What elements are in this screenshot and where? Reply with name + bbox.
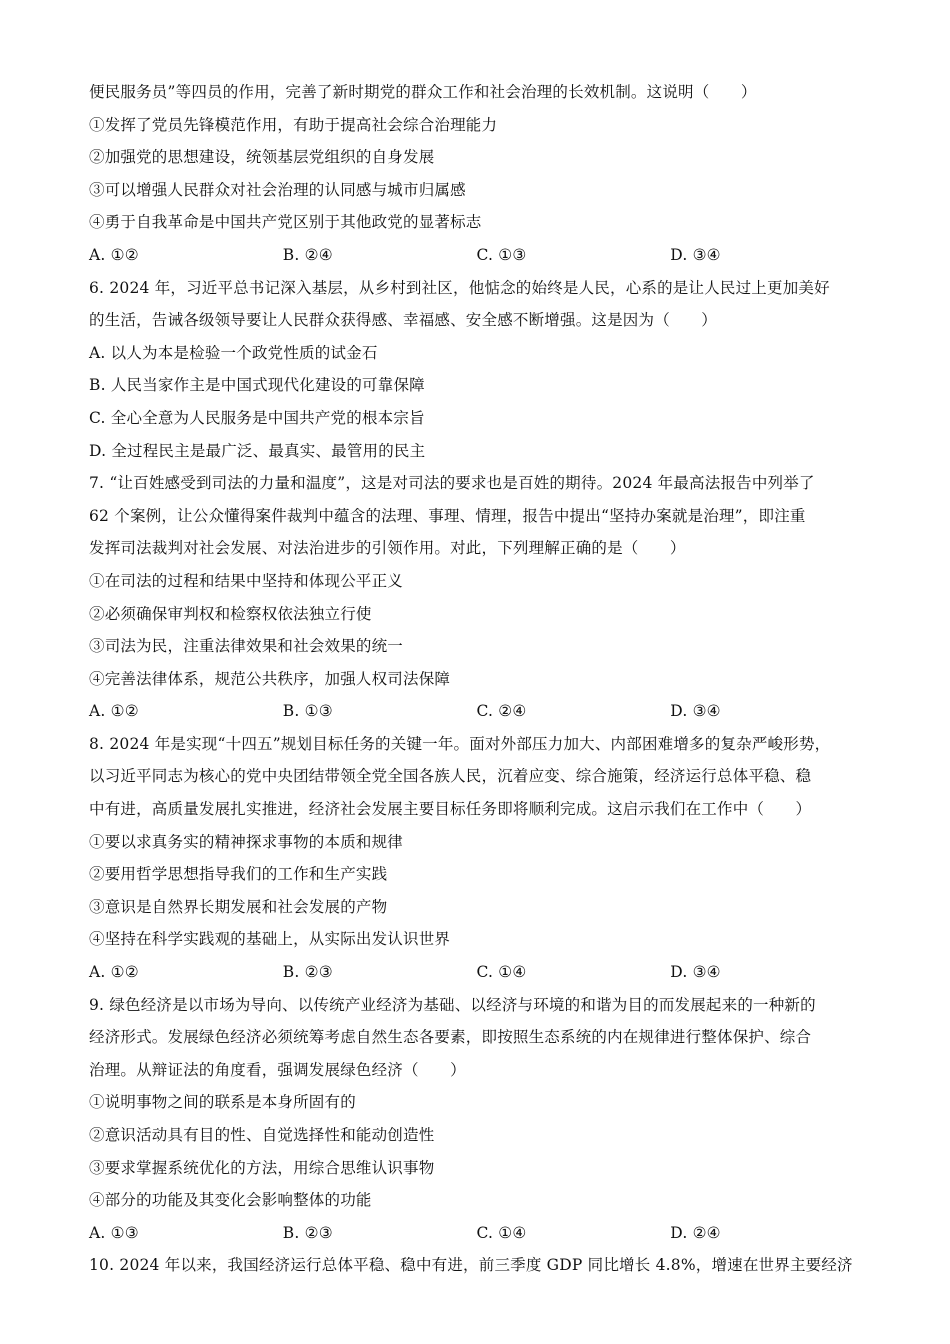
- answer-option: D. ②④: [670, 1223, 721, 1242]
- text-line: ④部分的功能及其变化会影响整体的功能: [89, 1191, 372, 1210]
- text-line: 治理。从辩证法的角度看，强调发展绿色经济（ ）: [89, 1060, 466, 1079]
- answer-option: D. ③④: [670, 245, 721, 264]
- answer-option: D. ③④: [670, 702, 721, 721]
- answer-option: A. ①②: [89, 245, 139, 264]
- text-line: C. 全心全意为人民服务是中国共产党的根本宗旨: [89, 408, 425, 427]
- answer-options-row: [89, 1217, 864, 1250]
- text-line: 10. 2024 年以来，我国经济运行总体平稳、稳中有进，前三季度 GDP 同比增长 4.8%，增速在世界主要经济: [89, 1256, 853, 1275]
- text-line: ④勇于自我革命是中国共产党区别于其他政党的显著标志: [89, 213, 482, 232]
- answer-option: B. ②④: [282, 245, 333, 264]
- text-line: ①在司法的过程和结果中坚持和体现公平正义: [89, 571, 404, 590]
- text-line: D. 全过程民主是最广泛、最真实、最管用的民主: [89, 441, 426, 460]
- answer-option: C. ①④: [476, 1223, 527, 1242]
- text-line: ④坚持在科学实践观的基础上，从实际出发认识世界: [89, 930, 451, 949]
- text-line: 以习近平同志为核心的党中央团结带领全党全国各族人民，沉着应变、综合施策，经济运行总体平稳、稳: [89, 767, 812, 786]
- text-line: 7. “让百姓感受到司法的力量和温度”，这是对司法的要求也是百姓的期待。2024 年最高法报告中列举了: [89, 474, 815, 493]
- text-line: ③要求掌握系统优化的方法，用综合思维认识事物: [89, 1158, 435, 1177]
- text-line: ②加强党的思想建设，统领基层党组织的自身发展: [89, 148, 435, 167]
- answer-option: A. ①②: [89, 963, 139, 982]
- text-line: 62 个案例，让公众懂得案件裁判中蕴含的法理、事理、情理，报告中提出“坚持办案就是治理”，即注重: [89, 506, 806, 525]
- text-line: ③司法为民，注重法律效果和社会效果的统一: [89, 637, 404, 656]
- text-line: 便民服务员”等四员的作用，完善了新时期党的群众工作和社会治理的长效机制。这说明（ ）: [89, 83, 757, 101]
- answer-option: C. ①④: [476, 963, 527, 982]
- text-line: ②意识活动具有目的性、自觉选择性和能动创造性: [89, 1126, 435, 1144]
- answer-option: B. ②③: [282, 963, 333, 982]
- answer-option: A. ①②: [89, 702, 139, 721]
- text-line: ②必须确保审判权和检察权依法独立行使: [89, 604, 372, 623]
- text-line: ④完善法律体系，规范公共秩序，加强人权司法保障: [89, 669, 451, 688]
- answer-options-row: [89, 956, 864, 989]
- answer-option: D. ③④: [670, 963, 721, 982]
- text-line: 的生活，告诫各级领导要让人民群众获得感、幸福感、安全感不断增强。这是因为（ ）: [89, 311, 718, 330]
- answer-option: A. ①③: [89, 1223, 139, 1242]
- answer-options-row: [89, 695, 864, 728]
- text-line: ①要以求真务实的精神探求事物的本质和规律: [89, 832, 404, 851]
- answer-option: C. ②④: [476, 702, 527, 721]
- text-line: ①说明事物之间的联系是本身所固有的: [89, 1093, 356, 1112]
- text-line: ②要用哲学思想指导我们的工作和生产实践: [89, 865, 388, 884]
- text-line: 经济形式。发展绿色经济必须统筹考虑自然生态各要素，即按照生态系统的内在规律进行整体保护、综合: [89, 1028, 812, 1047]
- answer-option: B. ①③: [282, 702, 333, 721]
- text-line: 6. 2024 年，习近平总书记深入基层，从乡村到社区，他惦念的始终是人民，心系的是让人民过上更加美好: [89, 278, 830, 297]
- text-line: ③意识是自然界长期发展和社会发展的产物: [89, 897, 388, 916]
- text-line: 9. 绿色经济是以市场为导向、以传统产业经济为基础、以经济与环境的和谐为目的而发展起来的一种新的: [89, 995, 816, 1014]
- text-line: 中有进，高质量发展扎实推进，经济社会发展主要目标任务即将顺利完成。这启示我们在工作中（ ）: [89, 800, 812, 819]
- text-line: ③可以增强人民群众对社会治理的认同感与城市归属感: [89, 180, 466, 199]
- exam-page: [89, 76, 864, 1282]
- answer-option: C. ①③: [476, 245, 527, 264]
- answer-options-row: [89, 239, 864, 272]
- text-line: B. 人民当家作主是中国式现代化建设的可靠保障: [89, 376, 425, 395]
- answer-option: B. ②③: [282, 1223, 333, 1242]
- text-line: 8. 2024 年是实现“十四五”规划目标任务的关键一年。面对外部压力加大、内部困难增多的复杂严峻形势，: [89, 734, 831, 753]
- text-line: ①发挥了党员先锋模范作用，有助于提高社会综合治理能力: [89, 115, 498, 134]
- text-line: A. 以人为本是检验一个政党性质的试金石: [89, 343, 378, 362]
- text-line: 发挥司法裁判对社会发展、对法治进步的引领作用。对此，下列理解正确的是（ ）: [89, 539, 686, 558]
